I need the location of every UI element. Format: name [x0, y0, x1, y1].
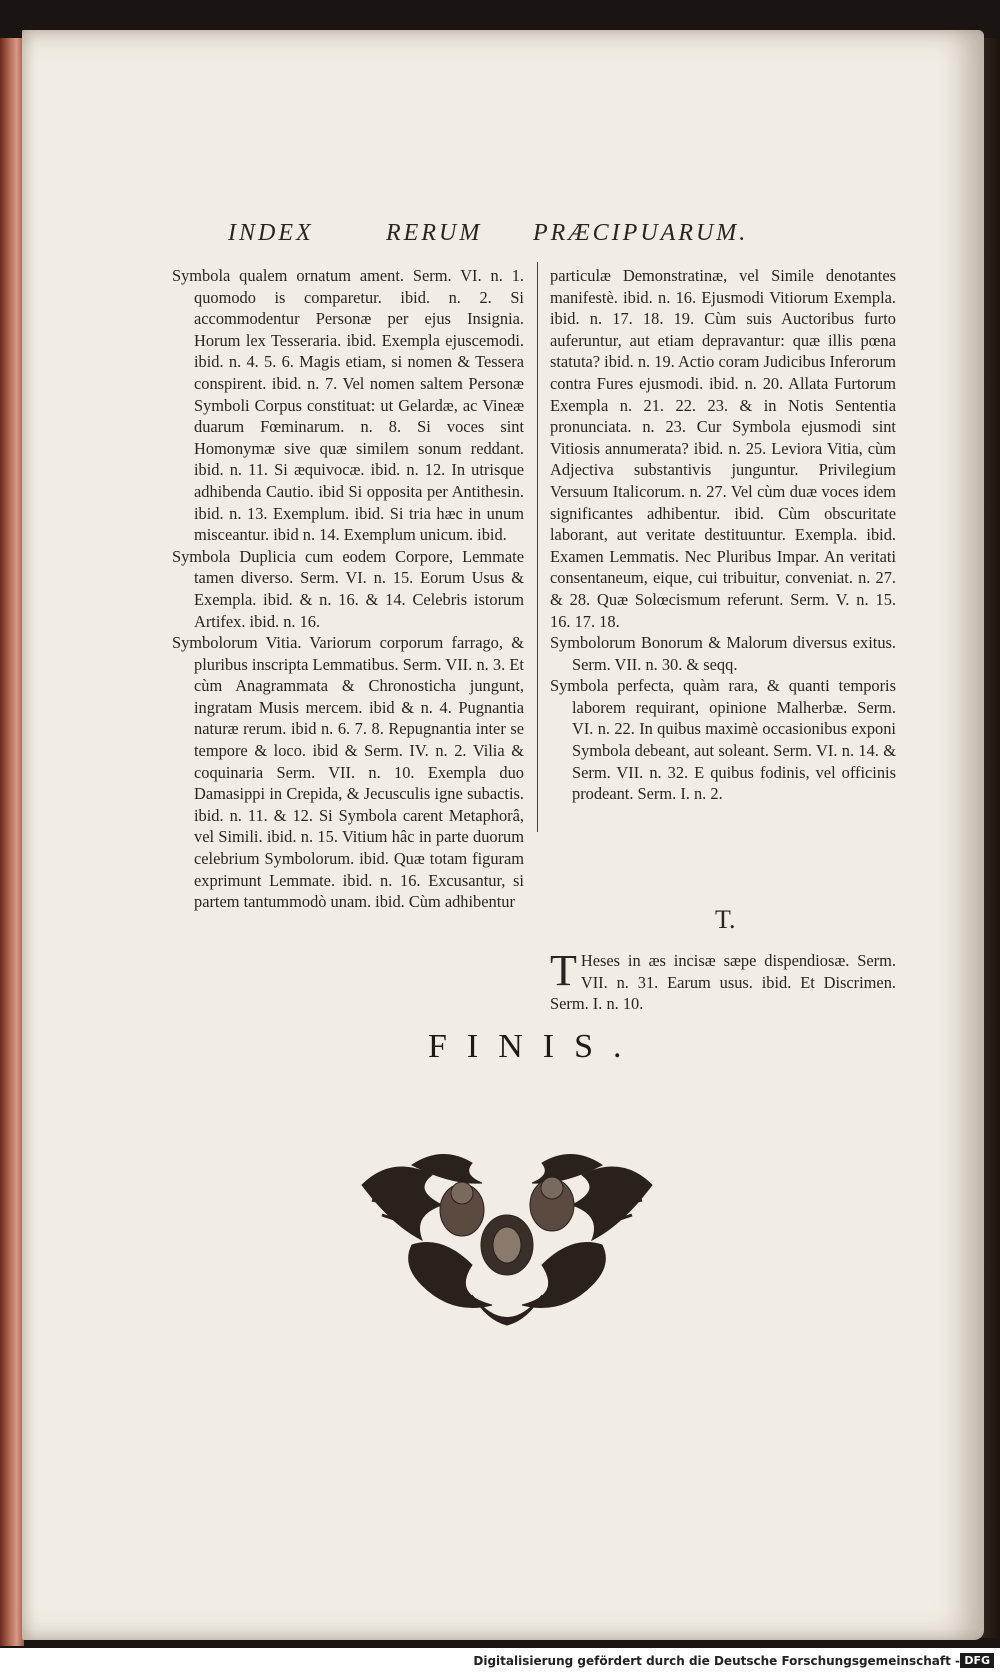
- heading-word-praecipuarum: PRÆCIPUARUM.: [533, 220, 749, 246]
- index-entry: Symbolorum Bonorum & Malorum diversus exitus. Serm. VII. n. 30. & seqq.: [550, 633, 896, 674]
- finis-title: FINIS.: [428, 1028, 642, 1065]
- book-page-edge: [0, 38, 24, 1646]
- dropcap: T: [550, 946, 577, 995]
- entry-text: Heses in æs incisæ sæpe dispendiosæ. Serm. VII. n. 31. Earum usus. ibid. Et Discrimen. Serm. I. n. 10.: [550, 951, 896, 1014]
- footer-bar: [0, 1648, 1000, 1676]
- tailpiece-ornament-icon: [352, 1145, 662, 1340]
- index-entry: Symbola perfecta, quàm rara, & quanti temporis laborem requirant, opinione Malherbæ. Serm. VI. n. 22. In quibus maximè occasionibus exponi Symbola debeant, aut soleant. Serm. VI. n. 14. & Serm. VII. n. 32. E quibus fodinis, vel officinis prodeant. Serm. I. n. 2.: [550, 676, 896, 804]
- dfg-logo: DFG: [960, 1653, 994, 1668]
- right-column: [550, 265, 896, 805]
- index-entry: particulæ Demonstratinæ, vel Simile denotantes manifestè. ibid. n. 16. Ejusmodi Vitiorum Exempla. ibid. n. 17. 18. 19. Cùm suis Auctoribus furto auferuntur, aut etiam depravantur: quæ illis pœna statuta? ibid. n. 19. Actio coram Judicibus Inferorum contra Fures ejusmodi. ibid. n. 20. Allata Furtorum Exempla n. 21. 22. 23. & in Notis Sententia pronunciata. n. 23. Cur Symbola ejusmodi sint Vitiosis annumerata? ibid. n. 25. Leviora Vitia, cùm Adjectiva substantivis junguntur. Privilegium Versuum Italicorum. n. 27. Vel cùm duæ voces idem significantes adhibentur. ibid. Cùm obscuritate laborant, aut veritate destituuntur. Exempla. ibid. Examen Lemmatis. Nec Pluribus Impar. An veritati consentaneum, eique, cui tribuitur, conveniat. n. 27. & 28. Quæ Solœcismum referunt. Serm. V. n. 15. 16. 17. 18.: [550, 266, 896, 631]
- heading-word-rerum: RERUM: [386, 220, 483, 246]
- footer-credit: Digitalisierung gefördert durch die Deutsche Forschungsgemeinschaft -: [473, 1654, 960, 1668]
- index-entry: Symbola qualem ornatum ament. Serm. VI. n. 1. quomodo is comparetur. ibid. n. 2. Si accommodentur Personæ per ejus Insignia. Horum lex Tesseraria. ibid. Exempla ejuscemodi. ibid. n. 4. 5. 6. Magis etiam, si nomen & Tessera conspirent. ibid. n. 7. Vel nomen saltem Personæ Symboli Corpus constituat: ut Gelardæ, ac Vineæ duarum Fœminarum. n. 8. Si voces sint Homonymæ sive quæ similem sonum reddant. ibid. n. 11. Si æquivocæ. ibid. n. 12. In utrisque adhibenda Cautio. ibid Si opposita per Antithesin. ibid. n. 13. Exemplum. ibid. Si tria hæc in unum misceantur. ibid n. 14. Exemplum unicum. ibid.: [172, 266, 524, 545]
- left-column: [172, 265, 524, 913]
- index-entry: Symbolorum Vitia. Variorum corporum farrago, & pluribus inscripta Lemmatibus. Serm. VII. n. 3. Et cùm Anagrammata & Chronosticha jungunt, ingratam Musis mercem. ibid & n. 4. Pugnantia naturæ rerum. ibid n. 6. 7. 8. Repugnantia inter se tempore & loco. ibid & Serm. IV. n. 2. Vilia & coquinaria Serm. VII. n. 10. Exempla duo Damasippi in Crepida, & Jecusculis igne subactis. ibid. n. 11. & 12. Si Symbola carent Metaphorâ, vel Simili. ibid. n. 15. Vitium hâc in parte duorum celebrium Symbolorum. ibid. Quæ totam figuram exprimunt Lemmate. ibid. n. 16. Excusantur, si partem tantummodò unam. ibid. Cùm adhibentur: [172, 633, 524, 912]
- section-letter: T.: [715, 905, 736, 934]
- index-entry-t: [550, 946, 896, 1015]
- index-heading: [228, 220, 818, 258]
- heading-word-index: INDEX: [228, 220, 314, 246]
- column-divider: [537, 262, 538, 832]
- index-entry: Symbola Duplicia cum eodem Corpore, Lemmate tamen diverso. Serm. VI. n. 15. Eorum Usus & Exempla. ibid. & n. 16. & 14. Celebris istorum Artifex. ibid. n. 16.: [172, 546, 524, 631]
